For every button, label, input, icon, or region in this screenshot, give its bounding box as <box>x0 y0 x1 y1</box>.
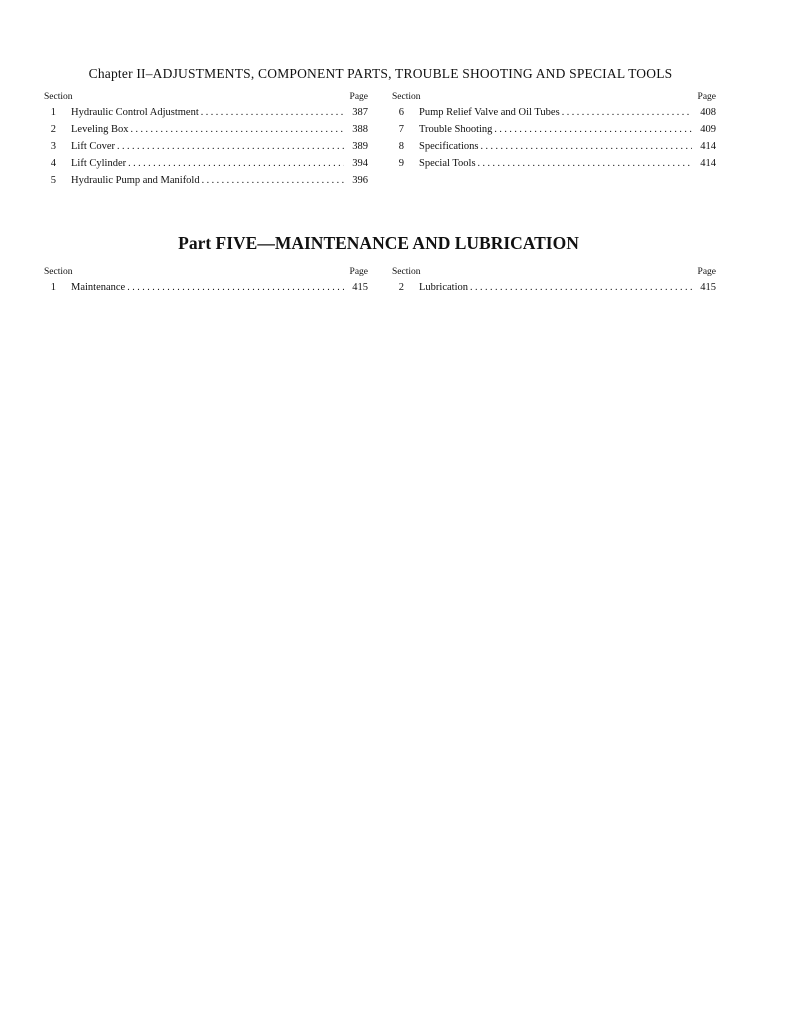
toc-entry <box>44 175 368 192</box>
section-title: Lift Cover <box>71 141 116 152</box>
section-number: 5 <box>50 175 56 186</box>
section-number: 4 <box>50 158 56 169</box>
page-number: 409 <box>700 124 716 135</box>
toc-entry <box>392 107 716 124</box>
dot-leader <box>127 282 344 293</box>
toc-entry <box>392 282 716 299</box>
section-number: 9 <box>398 158 404 169</box>
section-number: 6 <box>398 107 404 118</box>
page-number: 396 <box>352 175 368 186</box>
toc-header <box>44 92 368 107</box>
part-title: Part FIVE—MAINTENANCE AND LUBRICATION <box>178 233 579 253</box>
page-number: 415 <box>700 282 716 293</box>
page-number: 408 <box>700 107 716 118</box>
dot-leader <box>478 158 692 169</box>
section-number: 8 <box>398 141 404 152</box>
toc-list <box>44 107 368 192</box>
toc-entry <box>392 124 716 141</box>
dot-leader <box>562 107 692 118</box>
toc-entry <box>392 158 716 175</box>
section-number: 3 <box>50 141 56 152</box>
section-title: Lift Cylinder <box>71 158 127 169</box>
chapter-toc-right <box>392 92 716 175</box>
toc-list <box>392 282 716 299</box>
dot-leader <box>480 141 692 152</box>
section-number: 2 <box>398 282 404 293</box>
toc-header <box>44 267 368 282</box>
dot-leader <box>117 141 344 152</box>
dot-leader <box>128 158 344 169</box>
page-number: 388 <box>352 124 368 135</box>
section-title: Pump Relief Valve and Oil Tubes <box>419 107 560 118</box>
section-title: Hydraulic Pump and Manifold <box>71 175 200 186</box>
toc-entry <box>392 141 716 158</box>
section-number: 7 <box>398 124 404 135</box>
page-header: Page <box>349 92 368 102</box>
section-number: 1 <box>50 107 56 118</box>
section-title: Special Tools <box>419 158 476 169</box>
section-title: Specifications <box>419 141 479 152</box>
page-number: 414 <box>700 158 716 169</box>
toc-list <box>44 282 368 299</box>
chapter-toc-left <box>44 92 368 192</box>
toc-header <box>392 92 716 107</box>
section-title: Leveling Box <box>71 124 129 135</box>
section-title: Hydraulic Control Adjustment <box>71 107 199 118</box>
toc-entry <box>44 158 368 175</box>
page-number: 414 <box>700 141 716 152</box>
dot-leader <box>202 175 344 186</box>
page-number: 394 <box>352 158 368 169</box>
dot-leader <box>470 282 692 293</box>
page-number: 415 <box>352 282 368 293</box>
toc-entry <box>44 282 368 299</box>
chapter-title: Chapter II–ADJUSTMENTS, COMPONENT PARTS, TROUBLE SHOOTING AND SPECIAL TOOLS <box>88 66 673 81</box>
toc-entry <box>44 107 368 124</box>
page-number: 387 <box>352 107 368 118</box>
section-header: Section <box>392 267 421 277</box>
part-toc-left <box>44 267 368 299</box>
section-number: 1 <box>50 282 56 293</box>
section-header: Section <box>44 267 73 277</box>
section-title: Maintenance <box>71 282 126 293</box>
page-header: Page <box>697 92 716 102</box>
page-header: Page <box>349 267 368 277</box>
toc-header <box>392 267 716 282</box>
toc-entry <box>44 141 368 158</box>
toc-entry <box>44 124 368 141</box>
toc-list <box>392 107 716 175</box>
section-header: Section <box>392 92 421 102</box>
section-number: 2 <box>50 124 56 135</box>
page-number: 389 <box>352 141 368 152</box>
dot-leader <box>201 107 344 118</box>
section-title: Trouble Shooting <box>419 124 493 135</box>
page-header: Page <box>697 267 716 277</box>
section-title: Lubrication <box>419 282 468 293</box>
dot-leader <box>130 124 344 135</box>
part-toc-right <box>392 267 716 299</box>
dot-leader <box>494 124 692 135</box>
section-header: Section <box>44 92 73 102</box>
